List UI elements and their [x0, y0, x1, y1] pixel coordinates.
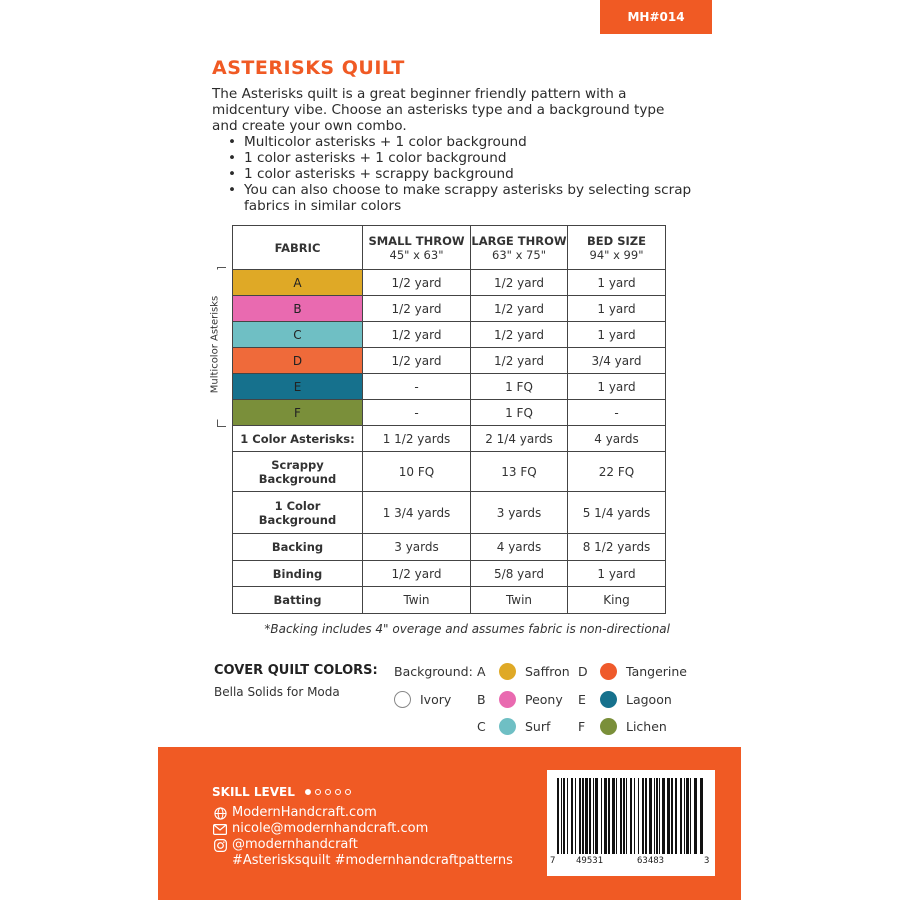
- skill-pip: [335, 789, 341, 795]
- barcode: [547, 770, 715, 876]
- header-label: LARGE THROW: [471, 233, 567, 248]
- skill-label: SKILL LEVEL: [212, 785, 295, 799]
- background-label: Background:: [394, 664, 473, 679]
- header-label: SMALL THROW: [368, 233, 465, 248]
- table-cell: 5/8 yard: [471, 561, 568, 587]
- header-size: 45" x 63": [389, 247, 444, 262]
- table-cell: Twin: [471, 587, 568, 614]
- table-cell: 1/2 yard: [363, 322, 471, 348]
- table-cell: 1/2 yard: [363, 296, 471, 322]
- barcode-bar: [561, 778, 562, 854]
- header-label: BED SIZE: [587, 233, 646, 248]
- barcode-bar: [694, 778, 697, 854]
- color-key-item: [578, 689, 672, 709]
- color-swatch: [499, 718, 516, 735]
- table-cell: 22 FQ: [568, 452, 666, 492]
- table-cell: 1/2 yard: [363, 270, 471, 296]
- table-cell: 1 1/2 yards: [363, 426, 471, 452]
- row-label: 1 Color Background: [233, 492, 363, 534]
- barcode-digit: 49531: [576, 856, 604, 866]
- row-label: Binding: [233, 561, 363, 587]
- header-fabric: [233, 226, 363, 270]
- table-header-row: [233, 226, 666, 270]
- table-cell: 1 FQ: [471, 400, 568, 426]
- barcode-bar: [582, 778, 584, 854]
- instagram-handle[interactable]: @modernhandcraft: [232, 837, 358, 852]
- fabric-swatch: A: [233, 270, 363, 296]
- table-cell: 3 yards: [471, 492, 568, 534]
- email-link[interactable]: nicole@modernhandcraft.com: [232, 821, 429, 836]
- color-letter: D: [578, 663, 588, 679]
- table-row: [233, 561, 666, 587]
- barcode-bar: [601, 778, 602, 854]
- table-cell: 1/2 yard: [363, 348, 471, 374]
- barcode-bars: [547, 770, 715, 876]
- fabric-swatch: F: [233, 400, 363, 426]
- color-name: Lagoon: [626, 691, 672, 707]
- barcode-bar: [593, 778, 594, 854]
- skill-pip: [325, 789, 331, 795]
- barcode-bar: [638, 778, 639, 854]
- table-cell: 1 FQ: [471, 374, 568, 400]
- barcode-bar: [686, 778, 689, 854]
- ivory-swatch: [394, 691, 411, 708]
- barcode-bar: [680, 778, 682, 854]
- table-cell: 13 FQ: [471, 452, 568, 492]
- table-row: [233, 492, 666, 534]
- row-label: 1 Color Asterisks:: [233, 426, 363, 452]
- side-label-text: Multicolor Asterisks: [210, 270, 221, 420]
- contact-info: [212, 805, 513, 869]
- barcode-bar: [595, 778, 598, 854]
- table-cell: 1/2 yard: [471, 296, 568, 322]
- barcode-bar: [616, 778, 617, 854]
- table-cell: 3/4 yard: [568, 348, 666, 374]
- table-cell: 1 yard: [568, 270, 666, 296]
- cover-colors-heading: COVER QUILT COLORS:: [214, 663, 378, 678]
- color-key-item: [578, 716, 667, 736]
- intro-text: The Asterisks quilt is a great beginner friendly pattern with a midcentury vibe. Choose an asterisks type and a background type and create your own combo.: [212, 86, 665, 134]
- skill-pip: [315, 789, 321, 795]
- header-size: 63" x 75": [492, 247, 546, 262]
- table-cell: 1/2 yard: [471, 348, 568, 374]
- table-row: [233, 270, 666, 296]
- table-cell: 4 yards: [471, 534, 568, 561]
- barcode-bar: [620, 778, 622, 854]
- barcode-bar: [579, 778, 581, 854]
- header-bed-size: [568, 226, 666, 270]
- color-name: Ivory: [420, 691, 452, 707]
- pattern-code: MH#014: [627, 10, 685, 24]
- header-label: FABRIC: [274, 240, 321, 255]
- table-row: [233, 348, 666, 374]
- barcode-bar: [690, 778, 691, 854]
- barcode-bar: [671, 778, 673, 854]
- email-row: [212, 821, 513, 837]
- instagram-icon: [212, 839, 228, 852]
- table-row: [233, 296, 666, 322]
- barcode-digit: 7: [550, 856, 556, 866]
- color-letter: A: [477, 663, 486, 679]
- barcode-bar: [662, 778, 665, 854]
- barcode-bar: [654, 778, 655, 854]
- color-letter: C: [477, 718, 486, 734]
- color-name: Peony: [525, 691, 563, 707]
- table-row: [233, 374, 666, 400]
- table-row: [233, 400, 666, 426]
- barcode-bar: [604, 778, 607, 854]
- list-item: • 1 color asterisks + 1 color background: [228, 150, 692, 166]
- globe-icon: [212, 807, 228, 820]
- barcode-bar: [700, 778, 703, 854]
- barcode-bar: [649, 778, 652, 854]
- multicolor-bracket: [207, 267, 221, 425]
- color-letter: B: [477, 691, 486, 707]
- cover-colors-subheading: Bella Solids for Moda: [214, 685, 340, 699]
- table-cell: -: [363, 400, 471, 426]
- barcode-bar: [608, 778, 610, 854]
- barcode-bar: [642, 778, 644, 854]
- color-key-item: [477, 661, 570, 681]
- table-cell: 1 yard: [568, 374, 666, 400]
- footer-panel: [158, 747, 741, 900]
- barcode-bar: [589, 778, 591, 854]
- table-cell: 1 3/4 yards: [363, 492, 471, 534]
- table-row: [233, 534, 666, 561]
- table-cell: 1/2 yard: [363, 561, 471, 587]
- table-row: [233, 426, 666, 452]
- barcode-bar: [645, 778, 647, 854]
- barcode-bar: [567, 778, 568, 854]
- table-row: [233, 322, 666, 348]
- instagram-row: [212, 837, 513, 853]
- color-swatch: [600, 718, 617, 735]
- row-label: Batting: [233, 587, 363, 614]
- table-cell: -: [363, 374, 471, 400]
- hashtags: #Asterisksquilt #modernhandcraftpatterns: [232, 853, 513, 868]
- barcode-bar: [667, 778, 670, 854]
- table-cell: King: [568, 587, 666, 614]
- intro-block: [212, 86, 692, 214]
- barcode-bar: [571, 778, 573, 854]
- table-row: [233, 587, 666, 614]
- fabric-swatch: C: [233, 322, 363, 348]
- barcode-bar: [585, 778, 588, 854]
- barcode-bar: [656, 778, 658, 854]
- barcode-bar: [684, 778, 685, 854]
- color-key-item: [578, 661, 687, 681]
- color-letter: E: [578, 691, 586, 707]
- table-cell: 1/2 yard: [471, 322, 568, 348]
- color-name: Saffron: [525, 663, 570, 679]
- skill-pip: [345, 789, 351, 795]
- fabric-swatch: E: [233, 374, 363, 400]
- skill-pip: [305, 789, 311, 795]
- skill-level: [212, 785, 355, 799]
- row-label: Scrappy Background: [233, 452, 363, 492]
- barcode-digit: 3: [704, 856, 710, 866]
- list-item: • You can also choose to make scrappy asterisks by selecting scrap fabrics in similar colors: [228, 182, 692, 214]
- table-cell: 5 1/4 yards: [568, 492, 666, 534]
- fabric-swatch: D: [233, 348, 363, 374]
- barcode-bar: [675, 778, 677, 854]
- barcode-bar: [623, 778, 625, 854]
- table-cell: 4 yards: [568, 426, 666, 452]
- fabric-swatch: B: [233, 296, 363, 322]
- color-swatch: [600, 663, 617, 680]
- color-letter: F: [578, 718, 586, 734]
- color-key-background: [394, 689, 451, 709]
- fabric-requirements-table: [232, 225, 666, 614]
- color-name: Lichen: [626, 718, 667, 734]
- header-large-throw: [471, 226, 568, 270]
- header-size: 94" x 99": [589, 247, 644, 262]
- table-cell: 3 yards: [363, 534, 471, 561]
- barcode-bar: [563, 778, 565, 854]
- list-item: • 1 color asterisks + scrappy background: [228, 166, 692, 182]
- table-row: [233, 452, 666, 492]
- table-cell: -: [568, 400, 666, 426]
- barcode-bar: [630, 778, 632, 854]
- table-cell: 8 1/2 yards: [568, 534, 666, 561]
- barcode-bar: [612, 778, 615, 854]
- row-label: Backing: [233, 534, 363, 561]
- color-name: Surf: [525, 718, 551, 734]
- barcode-bar: [626, 778, 627, 854]
- table-cell: 1 yard: [568, 322, 666, 348]
- envelope-icon: [212, 824, 228, 835]
- barcode-digit: 63483: [637, 856, 665, 866]
- table-cell: 1 yard: [568, 561, 666, 587]
- list-item: • Multicolor asterisks + 1 color background: [228, 134, 692, 150]
- table-cell: 1/2 yard: [471, 270, 568, 296]
- table-cell: 1 yard: [568, 296, 666, 322]
- color-name: Tangerine: [626, 663, 687, 679]
- header-small-throw: [363, 226, 471, 270]
- barcode-bar: [634, 778, 635, 854]
- color-swatch: [600, 691, 617, 708]
- backing-footnote: *Backing includes 4" overage and assumes fabric is non-directional: [264, 622, 670, 636]
- bullet-list: [212, 134, 692, 214]
- barcode-bar: [575, 778, 576, 854]
- pattern-code-tab: [600, 0, 712, 34]
- table-cell: Twin: [363, 587, 471, 614]
- skill-level-indicator: [305, 789, 355, 795]
- color-key-item: [477, 716, 550, 736]
- barcode-bar: [659, 778, 660, 854]
- table-cell: 2 1/4 yards: [471, 426, 568, 452]
- color-key-item: [477, 689, 563, 709]
- barcode-bar: [557, 778, 559, 854]
- color-swatch: [499, 663, 516, 680]
- website-link[interactable]: ModernHandcraft.com: [232, 805, 377, 820]
- page-title: ASTERISKS QUILT: [212, 57, 405, 79]
- website-row: [212, 805, 513, 821]
- table-cell: 10 FQ: [363, 452, 471, 492]
- color-swatch: [499, 691, 516, 708]
